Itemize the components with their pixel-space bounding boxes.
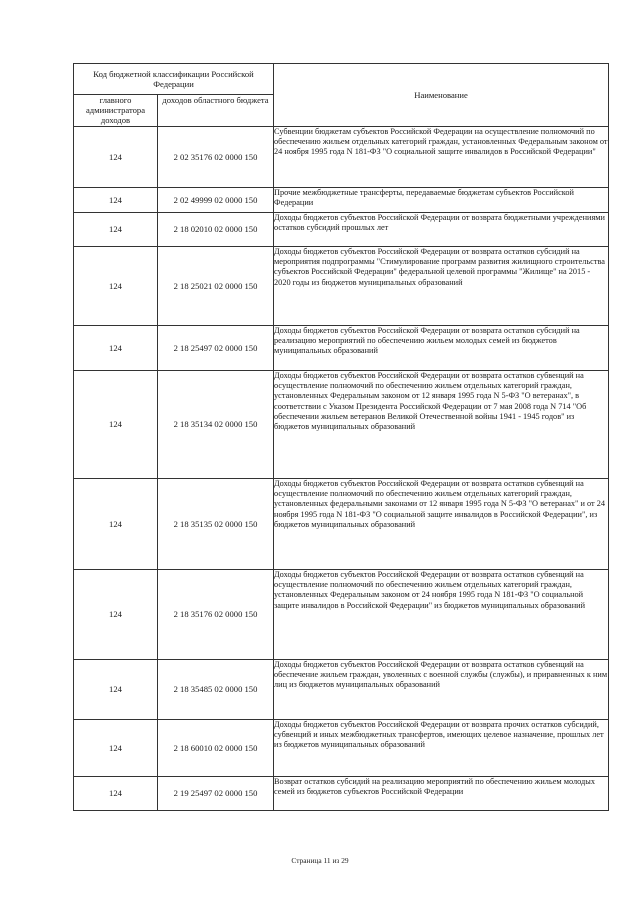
header-name: Наименование [274, 64, 609, 127]
table-row [74, 777, 609, 811]
income-code-cell: 2 18 35134 02 0000 150 [158, 371, 274, 479]
income-code-cell: 2 19 25497 02 0000 150 [158, 777, 274, 811]
income-code-cell: 2 18 35135 02 0000 150 [158, 479, 274, 570]
income-name-cell: Доходы бюджетов субъектов Российской Федерации от возврата остатков субвенций на обеспечение жильем граждан, уволенных с военной службы (службы), и приравненных к ним лиц из бюджетов муниципальных образований [274, 660, 609, 720]
page-number: Страница 11 из 29 [291, 856, 349, 865]
income-code-cell: 2 18 35176 02 0000 150 [158, 570, 274, 660]
income-code-cell: 2 02 35176 02 0000 150 [158, 127, 274, 188]
income-name-cell: Прочие межбюджетные трансферты, передаваемые бюджетам субъектов Российской Федерации [274, 188, 609, 213]
budget-codes-table [73, 63, 609, 811]
income-name-cell: Доходы бюджетов субъектов Российской Федерации от возврата прочих остатков субсидий, субвенций и иных межбюджетных трансфертов, имеющих целевое назначение, прошлых лет из бюджетов муниципальных образований [274, 720, 609, 777]
table-row [74, 247, 609, 326]
admin-code-cell: 124 [74, 326, 158, 371]
header-budget-classification-code: Код бюджетной классификации Российской Федерации [74, 64, 274, 95]
income-name-cell: Возврат остатков субсидий на реализацию мероприятий по обеспечению жильем молодых семей из бюджетов субъектов Российской Федерации [274, 777, 609, 811]
table-row [74, 326, 609, 371]
table-row [74, 213, 609, 247]
table-row [74, 660, 609, 720]
admin-code-cell: 124 [74, 660, 158, 720]
income-code-cell: 2 18 35485 02 0000 150 [158, 660, 274, 720]
table-row [74, 479, 609, 570]
admin-code-cell: 124 [74, 570, 158, 660]
table-row [74, 570, 609, 660]
admin-code-cell: 124 [74, 127, 158, 188]
income-code-cell: 2 02 49999 02 0000 150 [158, 188, 274, 213]
income-name-cell: Доходы бюджетов субъектов Российской Федерации от возврата остатков субсидий на мероприятия подпрограммы "Стимулирование программ развития жилищного строительства субъектов Российской Федерации" федеральной целевой программы "Жилище" на 2015 - 2020 годы из бюджетов муниципальных образований [274, 247, 609, 326]
income-code-cell: 2 18 25021 02 0000 150 [158, 247, 274, 326]
income-name-cell: Доходы бюджетов субъектов Российской Федерации от возврата остатков субвенций на осуществление полномочий по обеспечению жильем отдельных категорий граждан, установленных Федеральным законом от 12 января 1995 года N 5-ФЗ "О ветеранах", в соответствии с Указом Президента Российской Федерации от 7 мая 2008 года N 714 "Об обеспечении жильем ветеранов Великой Отечественной войны 1941 - 1945 годов" из бюджетов муниципальных образований [274, 371, 609, 479]
table-row [74, 127, 609, 188]
income-name-cell: Доходы бюджетов субъектов Российской Федерации от возврата бюджетными учреждениями остатков субсидий прошлых лет [274, 213, 609, 247]
admin-code-cell: 124 [74, 720, 158, 777]
header-chief-administrator: главного администратора доходов [74, 95, 158, 127]
admin-code-cell: 124 [74, 247, 158, 326]
income-name-cell: Доходы бюджетов субъектов Российской Федерации от возврата остатков субвенций на осуществление полномочий по обеспечению жильем отдельных категорий граждан, установленных федеральными законами от 12 января 1995 года N 5-ФЗ "О ветеранах" и от 24 ноября 1995 года N 181-ФЗ "О социальной защите инвалидов в Российской Федерации", из бюджетов муниципальных образований [274, 479, 609, 570]
admin-code-cell: 124 [74, 188, 158, 213]
income-code-cell: 2 18 25497 02 0000 150 [158, 326, 274, 371]
admin-code-cell: 124 [74, 213, 158, 247]
admin-code-cell: 124 [74, 479, 158, 570]
income-name-cell: Субвенции бюджетам субъектов Российской Федерации на осуществление полномочий по обеспечению жильем отдельных категорий граждан, установленных Федеральным законом от 24 ноября 1995 года N 181-ФЗ "О социальной защите инвалидов в Российской Федерации" [274, 127, 609, 188]
admin-code-cell: 124 [74, 777, 158, 811]
income-name-cell: Доходы бюджетов субъектов Российской Федерации от возврата остатков субвенций на осуществление полномочий по обеспечению жильем отдельных категорий граждан, установленных Федеральным законом от 24 ноября 1995 года N 181-ФЗ "О социальной защите инвалидов в Российской Федерации" из бюджетов муниципальных образований [274, 570, 609, 660]
income-name-cell: Доходы бюджетов субъектов Российской Федерации от возврата остатков субсидий на реализацию мероприятий по обеспечению жильем молодых семей из бюджетов муниципальных образований [274, 326, 609, 371]
income-code-cell: 2 18 60010 02 0000 150 [158, 720, 274, 777]
header-regional-budget-income: доходов областного бюджета [158, 95, 274, 127]
table-row [74, 720, 609, 777]
income-code-cell: 2 18 02010 02 0000 150 [158, 213, 274, 247]
table-row [74, 371, 609, 479]
admin-code-cell: 124 [74, 371, 158, 479]
table-row [74, 188, 609, 213]
